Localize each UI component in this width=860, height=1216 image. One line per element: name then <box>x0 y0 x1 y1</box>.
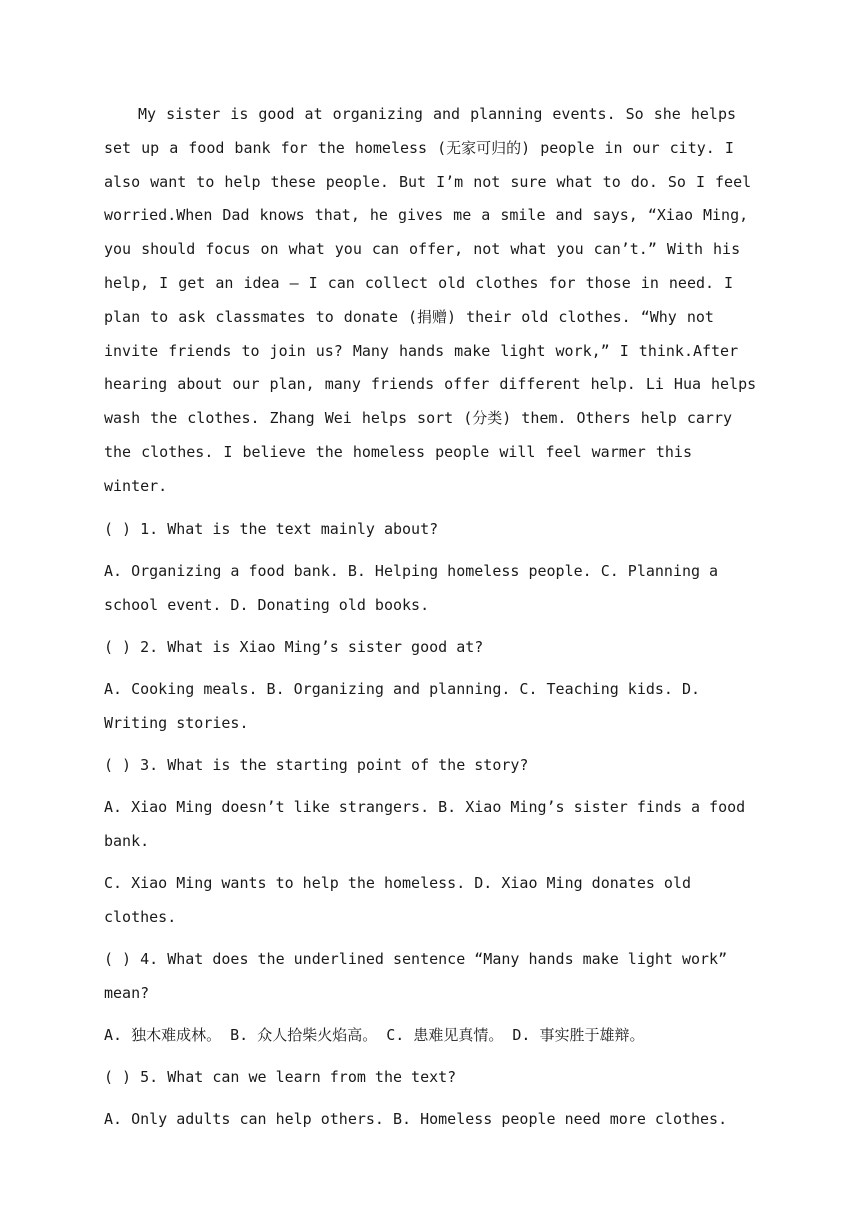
question-options <box>104 790 764 934</box>
question-stem: ( ) 1. What is the text mainly about? <box>104 519 439 538</box>
option-line: A. Xiao Ming doesn’t like strangers. B. Xiao Ming’s sister finds a food bank. <box>104 797 746 850</box>
worksheet-page <box>104 98 764 1136</box>
question-options <box>104 1102 764 1136</box>
question-stem: ( ) 5. What can we learn from the text? <box>104 1067 457 1086</box>
reading-passage: My sister is good at organizing and planning events. So she helps set up a food bank for the homeless (无家可归的) people in our city. I also want to help these people. But I’m not sure what to do. So I feel worried.When Dad knows that, he gives me a smile and says, “Xiao Ming, you should focus on what you can offer, not what you can’t.” With his help, I get an idea — I can collect old clothes for those in need. I plan to ask classmates to donate (捐赠) their old clothes. “Why not invite friends to join us? Many hands make light work,” I think.After hearing about our plan, many friends offer different help. Li Hua helps wash the clothes. Zhang Wei helps sort (分类) them. Others help carry the clothes. I believe the homeless people will feel warmer this winter. <box>104 105 757 495</box>
question-2 <box>104 630 764 740</box>
question-3 <box>104 748 764 934</box>
question-stem: ( ) 4. What does the underlined sentence “Many hands make light work” mean? <box>104 949 728 1002</box>
question-options <box>104 672 764 740</box>
question-options <box>104 554 764 622</box>
option-line: C. Xiao Ming wants to help the homeless. D. Xiao Ming donates old clothes. <box>104 873 691 926</box>
question-5 <box>104 1060 764 1136</box>
question-1 <box>104 512 764 622</box>
question-stem: ( ) 2. What is Xiao Ming’s sister good at? <box>104 637 484 656</box>
option-line: A. Cooking meals. B. Organizing and planning. C. Teaching kids. D. Writing stories. <box>104 679 701 732</box>
option-line: A. Organizing a food bank. B. Helping homeless people. C. Planning a school event. D. Donating old books. <box>104 561 719 614</box>
question-stem: ( ) 3. What is the starting point of the story? <box>104 755 529 774</box>
question-options <box>104 1018 764 1052</box>
question-4 <box>104 942 764 1052</box>
option-line: A. Only adults can help others. B. Homeless people need more clothes. <box>104 1109 728 1128</box>
option-line: A. 独木难成林。 B. 众人拾柴火焰高。 C. 患难见真情。 D. 事实胜于雄辩。 <box>104 1025 645 1044</box>
